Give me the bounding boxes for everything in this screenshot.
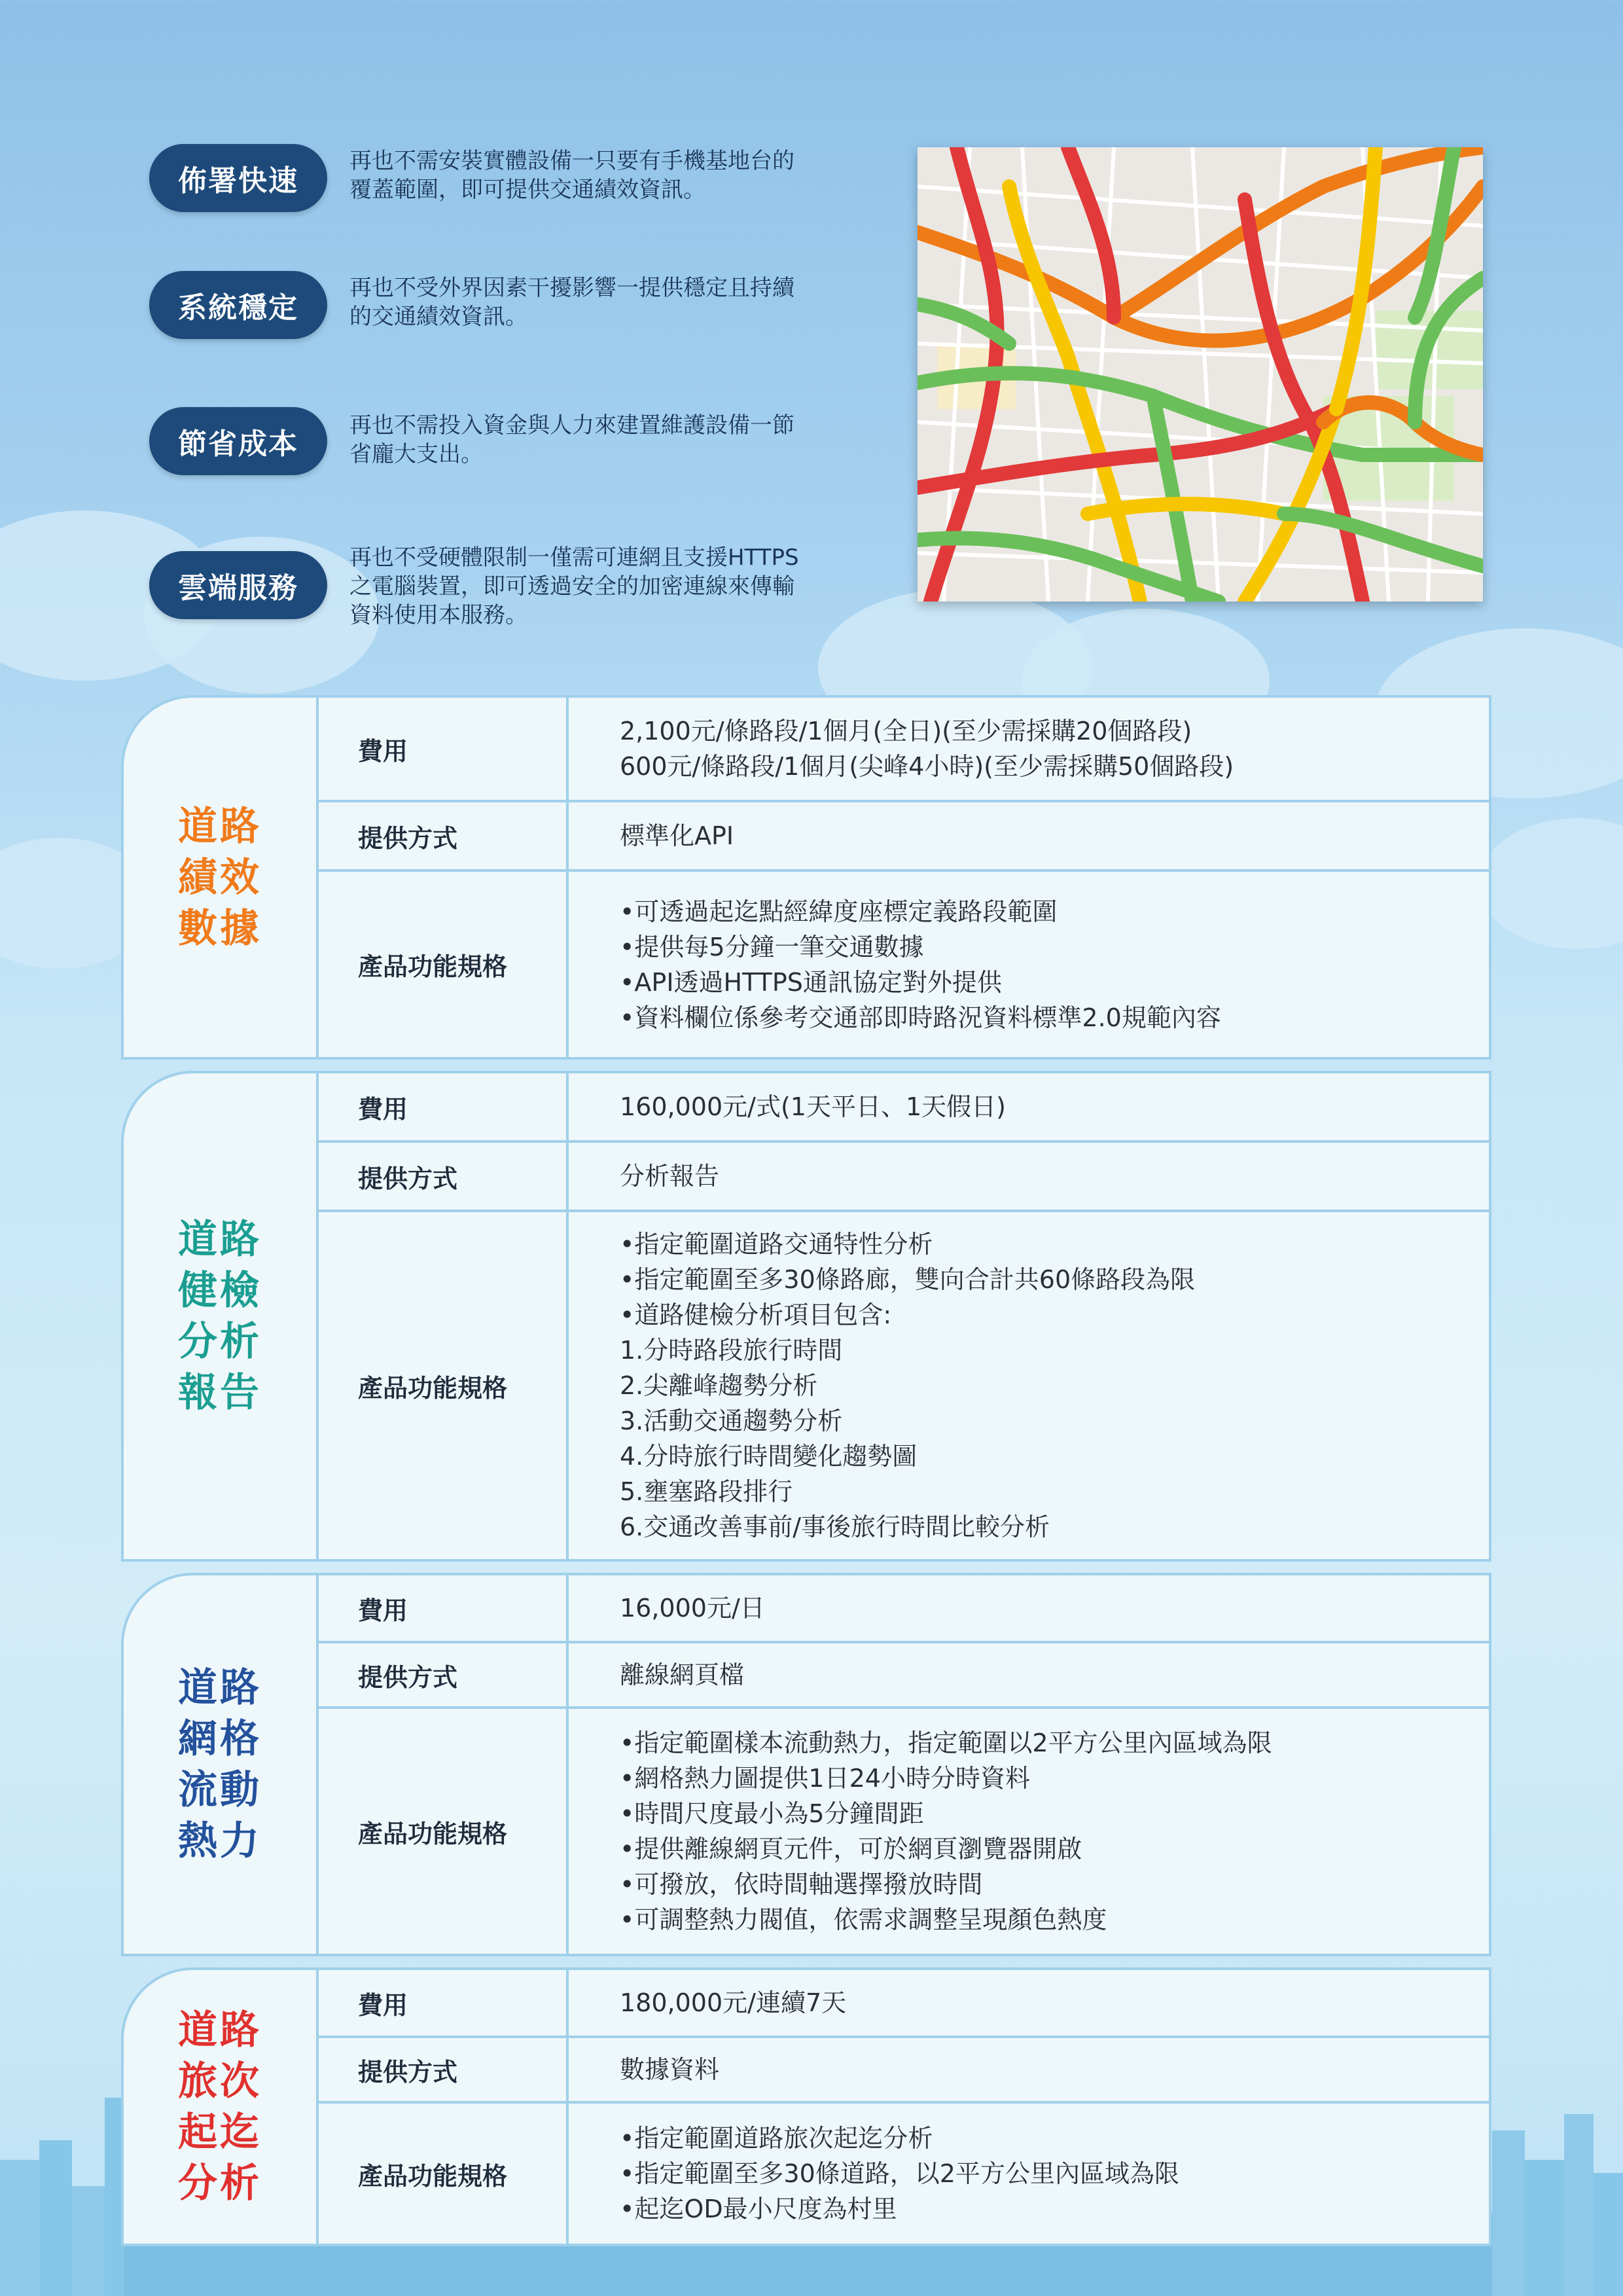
table-row	[319, 1641, 1491, 1709]
table-row	[319, 1967, 1491, 2038]
row-label: 產品功能規格	[319, 1709, 569, 1954]
feature-stable	[149, 271, 869, 343]
row-label: 產品功能規格	[319, 2104, 569, 2244]
product-road-grid-heatmap	[121, 1573, 1491, 1956]
feature-title: 雲端服務	[149, 551, 327, 619]
row-value: 標準化API	[620, 821, 734, 850]
row-label: 費用	[319, 1575, 569, 1641]
product-name: 道路 績效 數據	[121, 695, 319, 1060]
row-label: 提供方式	[319, 1643, 569, 1706]
table-row	[319, 800, 1491, 872]
row-value: 離線網頁檔	[620, 1660, 745, 1689]
feature-deploy	[149, 144, 869, 216]
product-name: 道路 網格 流動 熱力	[121, 1573, 319, 1956]
row-value: 分析報告	[620, 1162, 720, 1191]
row-value: 160,000元/式(1天平日、1天假日)	[620, 1092, 1006, 1121]
table-row	[319, 1706, 1491, 1956]
table-row	[319, 695, 1491, 802]
feature-description: 再也不受外界因素干擾影響一提供穩定且持續 的交通績效資訊。	[349, 275, 794, 330]
product-spec-table	[319, 1967, 1491, 2246]
table-row	[319, 2101, 1491, 2246]
feature-description: 再也不受硬體限制一僅需可連網且支援HTTPS 之電腦裝置，即可透過安全的加密連線來傳輸 資料使用本服務。	[349, 545, 799, 628]
feature-cloud	[149, 545, 869, 636]
row-value: •指定範圍道路交通特性分析 •指定範圍至多30條路廊，雙向合計共60條路段為限 •道路健檢分析項目包含: 1.分時路段旅行時間 2.尖離峰趨勢分析 3.活動交通趨勢分析 4.分時旅行時間變化趨勢圖 5.壅塞路段排行 6.交通改善事前/事後旅行時間比較分析	[620, 1230, 1196, 1541]
row-value: 16,000元/日	[620, 1594, 765, 1623]
feature-title: 佈署快速	[149, 144, 327, 212]
row-label: 提供方式	[319, 2038, 569, 2101]
row-value: 2,100元/條路段/1個月(全日)(至少需採購20個路段) 600元/條路段/1個月(尖峰4小時)(至少需採購50個路段)	[620, 717, 1234, 781]
feature-title: 節省成本	[149, 407, 327, 475]
product-name: 道路 旅次 起迄 分析	[121, 1967, 319, 2246]
row-value: 數據資料	[620, 2055, 720, 2084]
feature-cost	[149, 407, 869, 479]
product-spec-table	[319, 1573, 1491, 1956]
table-row	[319, 1573, 1491, 1643]
product-name: 道路 健檢 分析 報告	[121, 1071, 319, 1562]
row-label: 費用	[319, 1970, 569, 2036]
feature-title: 系統穩定	[149, 271, 327, 339]
table-row	[319, 2036, 1491, 2104]
table-row	[319, 1071, 1491, 1143]
table-row	[319, 1210, 1491, 1562]
product-spec-table	[319, 695, 1491, 1060]
row-value: •可透過起迄點經緯度座標定義路段範圍 •提供每5分鐘一筆交通數據 •API透過HTTPS通訊協定對外提供 •資料欄位係參考交通部即時路況資料標準2.0規範內容	[620, 897, 1221, 1032]
feature-description: 再也不需投入資金與人力來建置維護設備一節 省龐大支出。	[349, 412, 794, 467]
row-value: •指定範圍樣本流動熱力，指定範圍以2平方公里內區域為限 •網格熱力圖提供1日24小時分時資料 •時間尺度最小為5分鐘間距 •提供離線網頁元件，可於網頁瀏覽器開啟 •可撥放，依時間軸選擇撥放時間 •可調整熱力閥值，依需求調整呈現顏色熱度	[620, 1729, 1272, 1934]
product-road-health-report	[121, 1071, 1491, 1562]
row-label: 提供方式	[319, 802, 569, 869]
row-label: 產品功能規格	[319, 872, 569, 1057]
row-value: •指定範圍道路旅次起迄分析 •指定範圍至多30條道路，以2平方公里內區域為限 •起迄OD最小尺度為村里	[620, 2124, 1179, 2223]
table-row	[319, 869, 1491, 1060]
row-value: 180,000元/連續7天	[620, 1988, 847, 2017]
product-road-performance-data	[121, 695, 1491, 1060]
table-row	[319, 1140, 1491, 1212]
traffic-map-image	[918, 147, 1483, 601]
row-label: 費用	[319, 1073, 569, 1140]
row-label: 產品功能規格	[319, 1212, 569, 1559]
row-label: 提供方式	[319, 1143, 569, 1210]
feature-description: 再也不需安裝實體設備一只要有手機基地台的 覆蓋範圍，即可提供交通績效資訊。	[349, 148, 794, 203]
row-label: 費用	[319, 698, 569, 800]
product-road-od-analysis	[121, 1967, 1491, 2246]
product-spec-table	[319, 1071, 1491, 1562]
